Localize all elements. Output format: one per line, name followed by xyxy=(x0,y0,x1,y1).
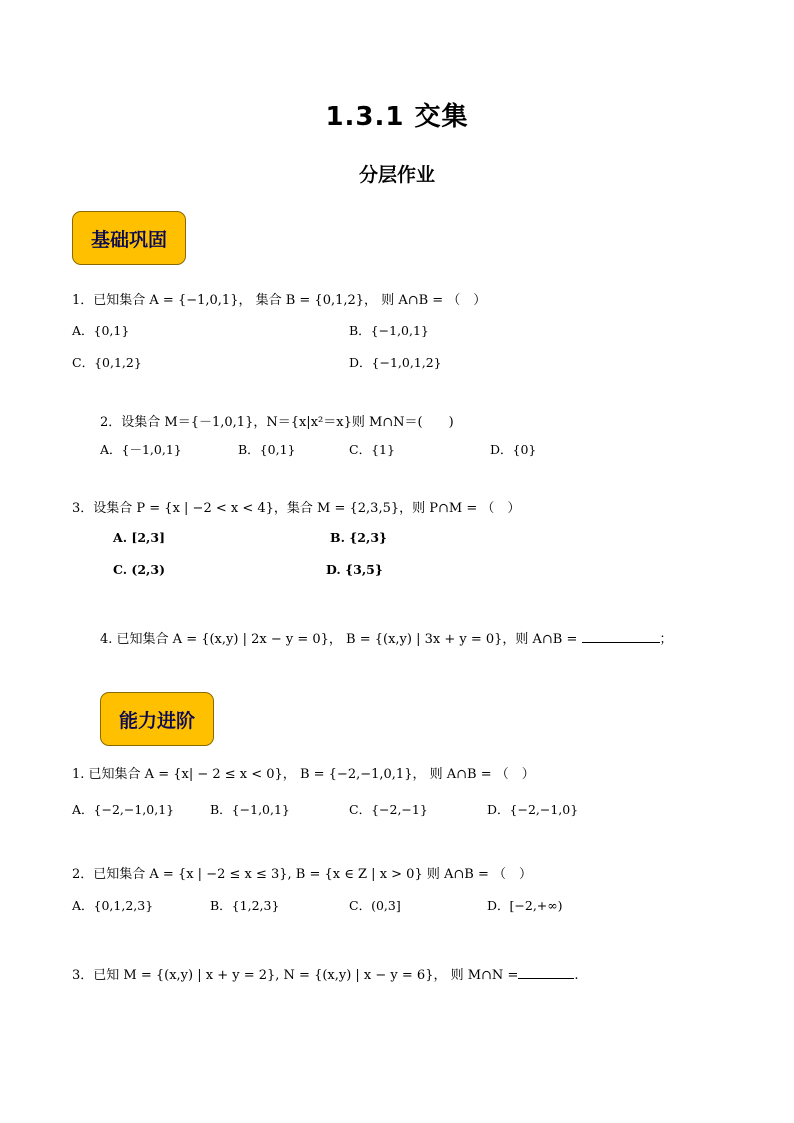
s1-q4-tail: ； xyxy=(659,632,673,647)
s2-q1-option-c: C．{−2,−1} xyxy=(349,802,428,817)
s1-q1-option-d: D．{−1,0,1,2} xyxy=(349,355,442,370)
s1-q3-option-b: B. {2,3} xyxy=(330,530,388,545)
answer-blank[interactable] xyxy=(582,642,660,643)
s1-q3-option-a: A. [2,3] xyxy=(113,530,165,545)
s2-q2-option-a: A．{0,1,2,3} xyxy=(72,898,154,913)
s2-q1-option-a: A．{−2,−1,0,1} xyxy=(72,802,175,817)
s2-q3-stem xyxy=(72,964,578,983)
page-title: 1.3.1 交集 xyxy=(325,102,469,132)
s2-q3-tail: . xyxy=(574,968,579,983)
s2-q2-stem: 2．已知集合 A = {x | −2 ≤ x ≤ 3}, B = {x ∈ Z | x > 0} 则 A∩B = （ ） xyxy=(72,867,532,882)
s1-q1-option-c: C．{0,1,2} xyxy=(72,355,142,370)
s1-q2-option-c: C．{1} xyxy=(349,442,395,457)
s2-q1-option-d: D．{−2,−1,0} xyxy=(487,802,579,817)
s1-q3-option-d: D. {3,5} xyxy=(326,562,383,577)
s2-q2-option-c: C．(0,3] xyxy=(349,898,401,913)
s1-q4-stem xyxy=(100,628,673,647)
section-badge-advanced: 能力进阶 xyxy=(100,692,214,746)
s1-q1-option-a: A．{0,1} xyxy=(72,323,130,338)
page-subtitle: 分层作业 xyxy=(358,164,435,186)
s2-q1-stem: 1. 已知集合 A = {x| − 2 ≤ x < 0}， B = {−2,−1,0,1}， 则 A∩B = （ ） xyxy=(72,767,535,782)
s1-q1-stem: 1．已知集合 A = {−1,0,1}， 集合 B = {0,1,2}， 则 A∩B = （ ） xyxy=(72,293,487,308)
s1-q2-option-a: A．{－1,0,1} xyxy=(100,442,182,457)
s1-q2-stem: 2．设集合 M＝{－1,0,1}，N＝{x|x²＝x}则 M∩N＝( ) xyxy=(100,415,454,430)
s2-q1-option-b: B．{−1,0,1} xyxy=(210,802,290,817)
s2-q2-option-b: B．{1,2,3} xyxy=(210,898,280,913)
answer-blank[interactable] xyxy=(518,978,574,979)
s1-q2-option-b: B．{0,1} xyxy=(238,442,296,457)
s2-q2-option-d: D．[−2,+∞) xyxy=(487,898,563,913)
s1-q3-option-c: C. (2,3) xyxy=(113,562,166,577)
s1-q2-option-d: D．{0} xyxy=(490,442,537,457)
s1-q1-option-b: B．{−1,0,1} xyxy=(349,323,429,338)
s1-q4-text: 4. 已知集合 A = {(x,y) | 2x − y = 0}， B = {(x,y) | 3x + y = 0}，则 A∩B = xyxy=(100,632,582,647)
s1-q3-stem: 3．设集合 P = {x | −2 < x < 4}，集合 M = {2,3,5}，则 P∩M = （ ） xyxy=(72,501,521,516)
section-badge-basic: 基础巩固 xyxy=(72,211,186,265)
s2-q3-text: 3．已知 M = {(x,y) | x + y = 2}, N = {(x,y) | x − y = 6}， 则 M∩N = xyxy=(72,968,519,983)
